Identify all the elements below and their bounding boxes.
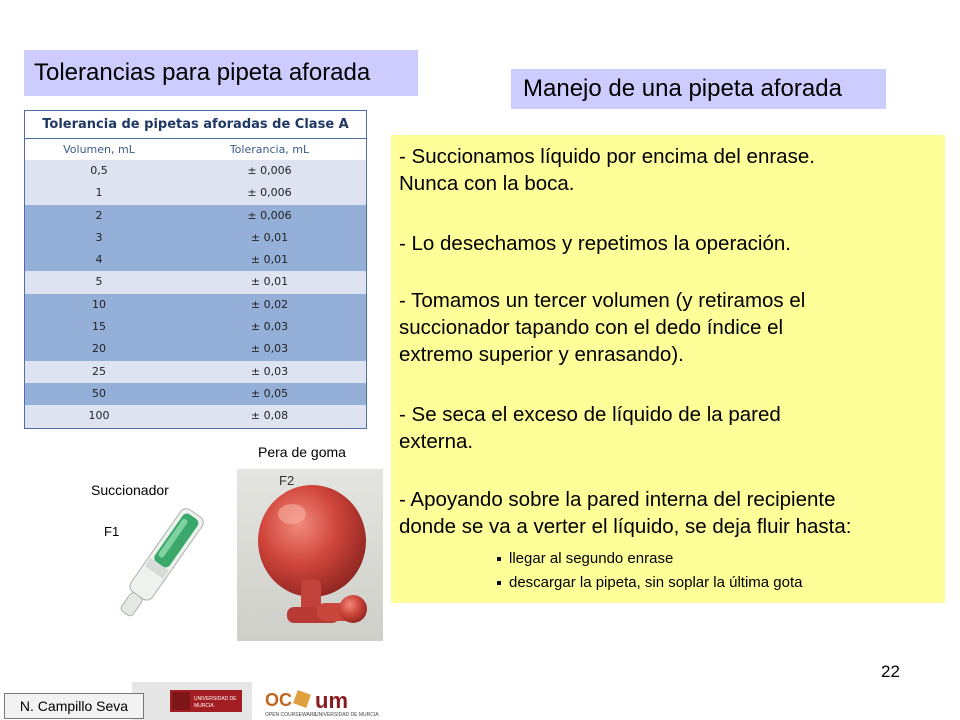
svg-text:um: um (315, 688, 348, 713)
table-row (25, 294, 366, 316)
succionador-caption: Succionador (91, 482, 169, 498)
ocw-um-logo (265, 686, 380, 718)
bullet-text: llegar al segundo enrase (509, 550, 674, 567)
volume-cell: 50 (92, 386, 106, 400)
volume-cell: 20 (92, 342, 106, 356)
svg-text:UNIVERSIDAD DE: UNIVERSIDAD DE (194, 696, 237, 702)
table-row (25, 316, 366, 338)
universidad-murcia-logo (170, 688, 242, 714)
volume-cell: 4 (95, 253, 103, 267)
page-number: 22 (881, 662, 900, 681)
succionador-image (100, 500, 220, 625)
figure-label-f2: F2 (279, 473, 295, 488)
step-line: - Apoyando sobre la pared interna del recipiente (399, 488, 836, 511)
tolerance-cell: ± 0,006 (247, 186, 292, 200)
tolerance-cell: ± 0,006 (247, 208, 292, 222)
tolerance-cell: ± 0,03 (250, 342, 289, 356)
step-line: - Se seca el exceso de líquido de la pared (399, 403, 781, 426)
volume-cell: 5 (95, 275, 103, 289)
table-row (25, 160, 366, 182)
tolerance-cell: ± 0,02 (250, 297, 289, 311)
step-desechar (399, 230, 791, 257)
table-row (25, 227, 366, 249)
tolerance-cell: ± 0,08 (250, 409, 289, 423)
figure-label-f1: F1 (104, 524, 120, 539)
table-row (25, 361, 366, 383)
step-line: externa. (399, 430, 474, 453)
step-fluir (399, 486, 851, 540)
tolerance-cell: ± 0,01 (250, 253, 289, 267)
table-row (25, 182, 366, 204)
tolerance-cell: ± 0,05 (250, 386, 289, 400)
tolerance-cell: ± 0,006 (247, 164, 292, 177)
volume-cell: 25 (92, 364, 106, 378)
step-line: extremo superior y enrasando). (399, 343, 684, 366)
step-line: - Tomamos un tercer volumen (y retiramos el (399, 289, 806, 312)
table-row (25, 338, 366, 360)
bullet-text: descargar la pipeta, sin soplar la última gota (509, 574, 803, 591)
step-tercer-volumen (399, 287, 805, 368)
table-row (25, 383, 366, 405)
tolerance-table (24, 110, 367, 429)
table-title: Tolerancia de pipetas aforadas de Clase A (25, 111, 366, 139)
table-row (25, 205, 366, 227)
square-bullet-icon (497, 581, 501, 585)
volume-cell: 0,5 (90, 164, 108, 177)
step-succionar (399, 143, 815, 197)
svg-text:UNIVERSIDAD DE MURCIA: UNIVERSIDAD DE MURCIA (315, 712, 379, 718)
volume-cell: 1 (95, 186, 103, 200)
tolerance-cell: ± 0,01 (250, 230, 289, 244)
volume-cell: 10 (92, 297, 106, 311)
header-tolerance: Tolerancia, mL (229, 143, 310, 156)
pera-caption: Pera de goma (258, 444, 346, 460)
step-line: Nunca con la boca. (399, 172, 575, 195)
section-title: Manejo de una pipeta aforada (511, 69, 886, 109)
instructions-panel (391, 135, 945, 603)
volume-cell: 2 (95, 208, 103, 222)
step-secar (399, 401, 781, 455)
svg-text:OPEN COURSEWARE: OPEN COURSEWARE (265, 712, 317, 718)
bullet-item (497, 573, 803, 593)
header-volume: Volumen, mL (63, 143, 135, 156)
tolerance-cell: ± 0,03 (250, 364, 289, 378)
slide-title: Tolerancias para pipeta aforada (24, 50, 418, 96)
tolerance-cell: ± 0,01 (250, 275, 289, 289)
table-header-row (25, 139, 366, 160)
bullet-item (497, 549, 673, 569)
step-line: - Lo desechamos y repetimos la operación. (399, 232, 791, 255)
square-bullet-icon (497, 557, 501, 561)
volume-cell: 3 (95, 230, 103, 244)
step-line: - Succionamos líquido por encima del enrase. (399, 145, 815, 168)
pera-de-goma-image (237, 469, 383, 641)
volume-cell: 15 (92, 320, 106, 334)
svg-text:OC: OC (265, 690, 292, 710)
table-row (25, 249, 366, 271)
table-row (25, 405, 366, 427)
tolerance-cell: ± 0,03 (250, 320, 289, 334)
author-label: N. Campillo Seva (4, 693, 144, 719)
step-line: succionador tapando con el dedo índice el (399, 316, 784, 339)
svg-text:MURCIA: MURCIA (194, 703, 214, 709)
volume-cell: 100 (88, 409, 110, 423)
step-line: donde se va a verter el líquido, se deja fluir hasta: (399, 515, 852, 538)
table-row (25, 271, 366, 293)
